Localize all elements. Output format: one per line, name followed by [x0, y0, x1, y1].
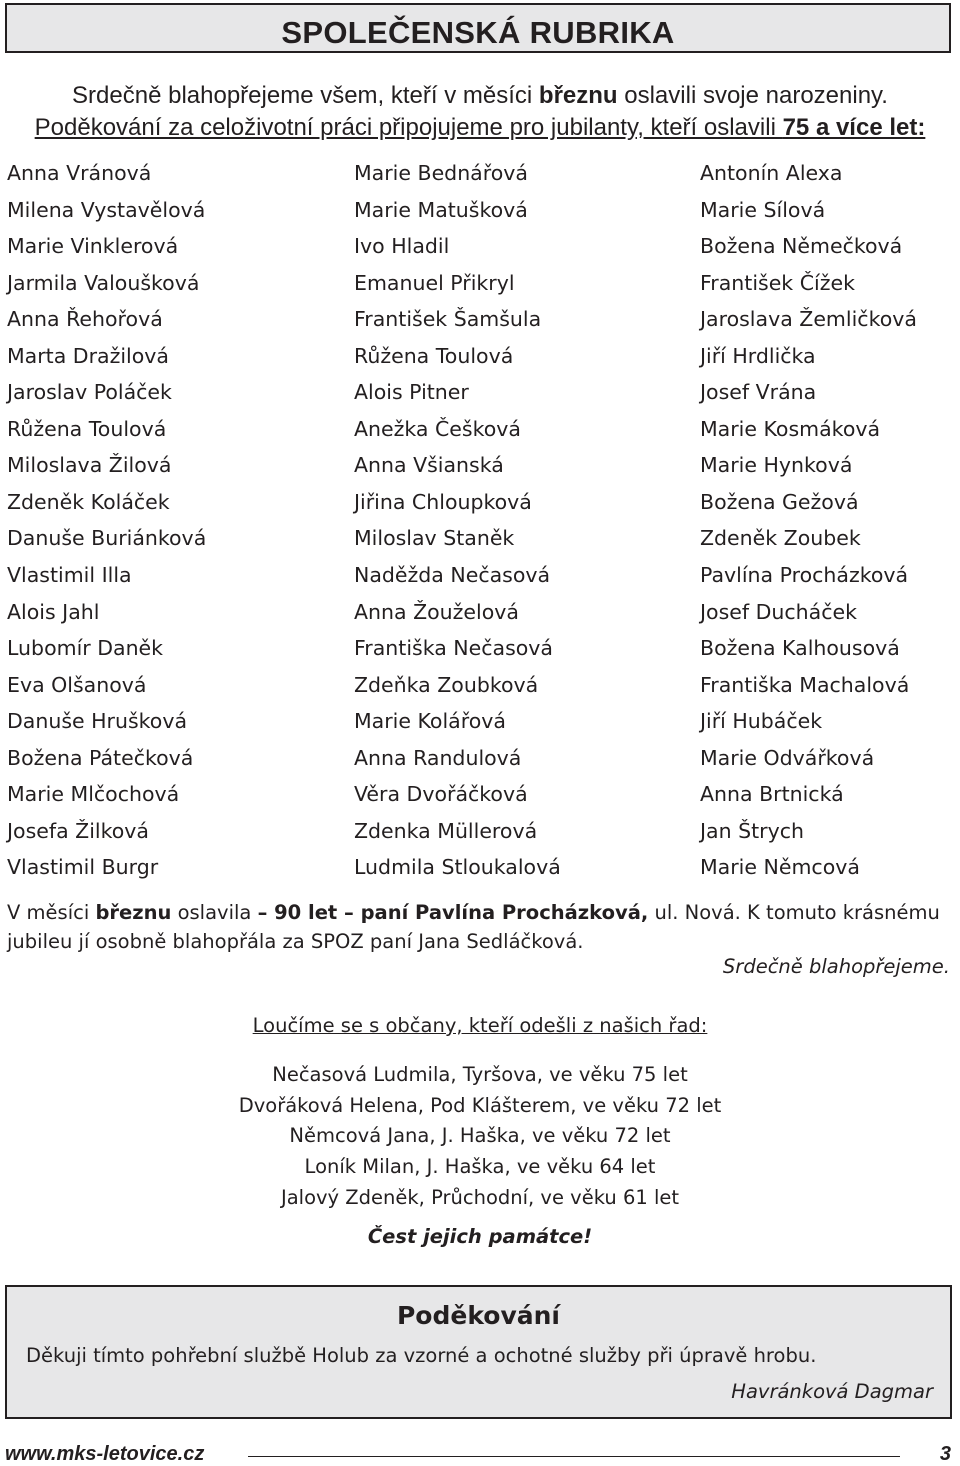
jubilant-name: Ivo Hladil: [354, 234, 450, 259]
jubilant-name: Anna Vránová: [7, 161, 152, 185]
birthday-celebrant: – 90 let – paní Pavlína Procházková,: [257, 901, 649, 924]
jubilant-name: Marie Bednářová: [354, 161, 528, 185]
jubilant-name: Marta Dražilová: [7, 343, 169, 368]
jubilant-name: Marie Vinklerová: [7, 234, 179, 259]
jubilant-name: Božena Gežová: [700, 489, 859, 514]
jubilant-name: Antonín Alexa: [700, 161, 843, 185]
jubilant-name: Božena Kalhousová: [700, 636, 900, 661]
jubilant-name: Anna Brtnická: [700, 782, 844, 807]
birthday-month: březnu: [95, 901, 172, 924]
obituary-entry: Němcová Jana, J. Haška, ve věku 72 let: [289, 1124, 671, 1148]
jubilant-name: Božena Němečková: [700, 234, 903, 259]
footer-website-link[interactable]: www.mks-letovice.cz: [5, 1443, 205, 1465]
jubilant-name: Jiří Hrdlička: [700, 343, 816, 368]
section-banner: [5, 3, 951, 53]
jubilant-name: Jaroslav Poláček: [7, 380, 172, 405]
jubilant-name: Lubomír Daněk: [7, 636, 164, 661]
intro-line-2-text: Poděkování za celoživotní práci připojujeme pro jubilanty, kteří oslavili: [34, 114, 783, 141]
intro-month: březnu: [538, 82, 618, 109]
obituary-heading-text: Loučíme se s občany, kteří odešli z našich řad:: [252, 1014, 708, 1037]
jubilant-name: Františka Machalová: [700, 672, 910, 697]
birthday-text-2: oslavila: [171, 901, 258, 924]
jubilant-name: Anna Řehořová: [7, 307, 163, 332]
jubilant-name: Josefa Žilková: [7, 818, 149, 843]
jubilant-name: Miloslava Žilová: [7, 453, 172, 478]
jubilant-name: Marie Kolářová: [354, 709, 506, 734]
obituary-heading: [0, 1014, 960, 1037]
jubilant-name: Alois Jahl: [7, 599, 100, 624]
birthday-paragraph: [7, 898, 952, 956]
jubilant-name: Danuše Buriánková: [7, 526, 207, 551]
jubilant-name: Růžena Toulová: [7, 416, 167, 441]
jubilant-name: Marie Odvářková: [700, 745, 875, 770]
congratulations-sign-off: Srdečně blahopřejeme.: [722, 955, 950, 978]
jubilant-name: Josef Ducháček: [700, 599, 857, 624]
jubilant-name: Anna Žouželová: [354, 599, 519, 624]
jubilant-name: Marie Sílová: [700, 197, 826, 222]
jubilant-name: Emanuel Přikryl: [354, 270, 515, 295]
jubilant-name: Anežka Češková: [354, 416, 521, 441]
names-column-2: [354, 158, 694, 889]
jubilant-name: Anna Randulová: [354, 745, 522, 770]
jubilant-name: Zdeněk Zoubek: [700, 526, 861, 551]
intro-age-threshold: 75 a více let:: [782, 114, 926, 141]
page-number: 3: [939, 1443, 951, 1465]
jubilant-name: Růžena Toulová: [354, 343, 514, 368]
jubilant-name: Eva Olšanová: [7, 672, 147, 697]
footer-divider: [248, 1456, 900, 1457]
names-column-1: [7, 158, 347, 889]
jubilant-name: Zdeňka Zoubková: [354, 672, 539, 697]
jubilant-name: Vlastimil Illa: [7, 563, 132, 588]
jubilant-name: František Čížek: [700, 270, 855, 295]
obituary-entry: Dvořáková Helena, Pod Klášterem, ve věku 72 let: [238, 1093, 722, 1117]
thanks-signature: Havránková Dagmar: [731, 1380, 933, 1403]
jubilant-name: Danuše Hrušková: [7, 709, 188, 734]
section-title: SPOLEČENSKÁ RUBRIKA: [281, 15, 675, 50]
jubilant-name: Naděžda Nečasová: [354, 563, 551, 588]
jubilant-name: Jiřina Chloupková: [354, 489, 532, 514]
jubilant-name: Pavlína Procházková: [700, 563, 909, 588]
jubilant-name: Marie Matušková: [354, 197, 528, 222]
birthday-text-1: V měsíci: [7, 901, 96, 924]
jubilant-name: Františka Nečasová: [354, 636, 553, 661]
jubilant-name: Zdeněk Koláček: [7, 489, 170, 514]
thanks-box: [5, 1285, 952, 1419]
intro-line-2: [0, 114, 960, 142]
obituary-list: [0, 1061, 960, 1214]
obituary-entry: Loník Milan, J. Haška, ve věku 64 let: [304, 1155, 656, 1179]
obituary-entry: Nečasová Ludmila, Tyršova, ve věku 75 let: [272, 1063, 688, 1086]
jubilant-name: Zdenka Müllerová: [354, 818, 538, 843]
intro-line-1: [0, 82, 960, 110]
thanks-text: Děkuji tímto pohřební službě Holub za vzorné a ochotné služby při úpravě hrobu.: [26, 1344, 817, 1367]
intro-line-1-text: Srdečně blahopřejeme všem, kteří v měsíci: [72, 82, 539, 109]
jubilant-name: Jaroslava Žemličková: [700, 307, 917, 332]
jubilant-name: Jan Štrych: [700, 818, 804, 843]
intro-line-1-end: oslavili svoje narozeniny.: [617, 82, 888, 109]
jubilant-name: Marie Hynková: [700, 453, 853, 478]
jubilant-name: Ludmila Stloukalová: [354, 855, 561, 880]
jubilant-name: Marie Němcová: [700, 855, 860, 880]
jubilant-name: Anna Všianská: [354, 453, 504, 478]
jubilant-name: Marie Kosmáková: [700, 416, 881, 441]
jubilant-name: Věra Dvořáčková: [354, 782, 528, 807]
jubilant-name: Milena Vystavělová: [7, 197, 206, 222]
names-column-3: [700, 158, 960, 889]
jubilant-names: [7, 158, 957, 878]
birthday-text-3: ul. Nová. K tomuto krásnému jubileu jí osobně blahopřála za SPOZ paní Jana Sedláčková.: [7, 901, 940, 953]
thanks-title: Poděkování: [396, 1301, 560, 1330]
jubilant-name: František Šamšula: [354, 307, 542, 332]
jubilant-name: Marie Mlčochová: [7, 782, 180, 807]
jubilant-name: Božena Pátečková: [7, 745, 194, 770]
jubilant-name: Jarmila Valoušková: [7, 270, 200, 295]
jubilant-name: Vlastimil Burgr: [7, 855, 159, 880]
jubilant-name: Miloslav Staněk: [354, 526, 515, 551]
jubilant-name: Jiří Hubáček: [700, 709, 823, 734]
obituary-entry: Jalový Zdeněk, Průchodní, ve věku 61 let: [280, 1185, 680, 1209]
jubilant-name: Alois Pitner: [354, 380, 469, 405]
obituary-closing: Čest jejich památce!: [367, 1225, 593, 1248]
jubilant-name: Josef Vrána: [700, 380, 817, 405]
